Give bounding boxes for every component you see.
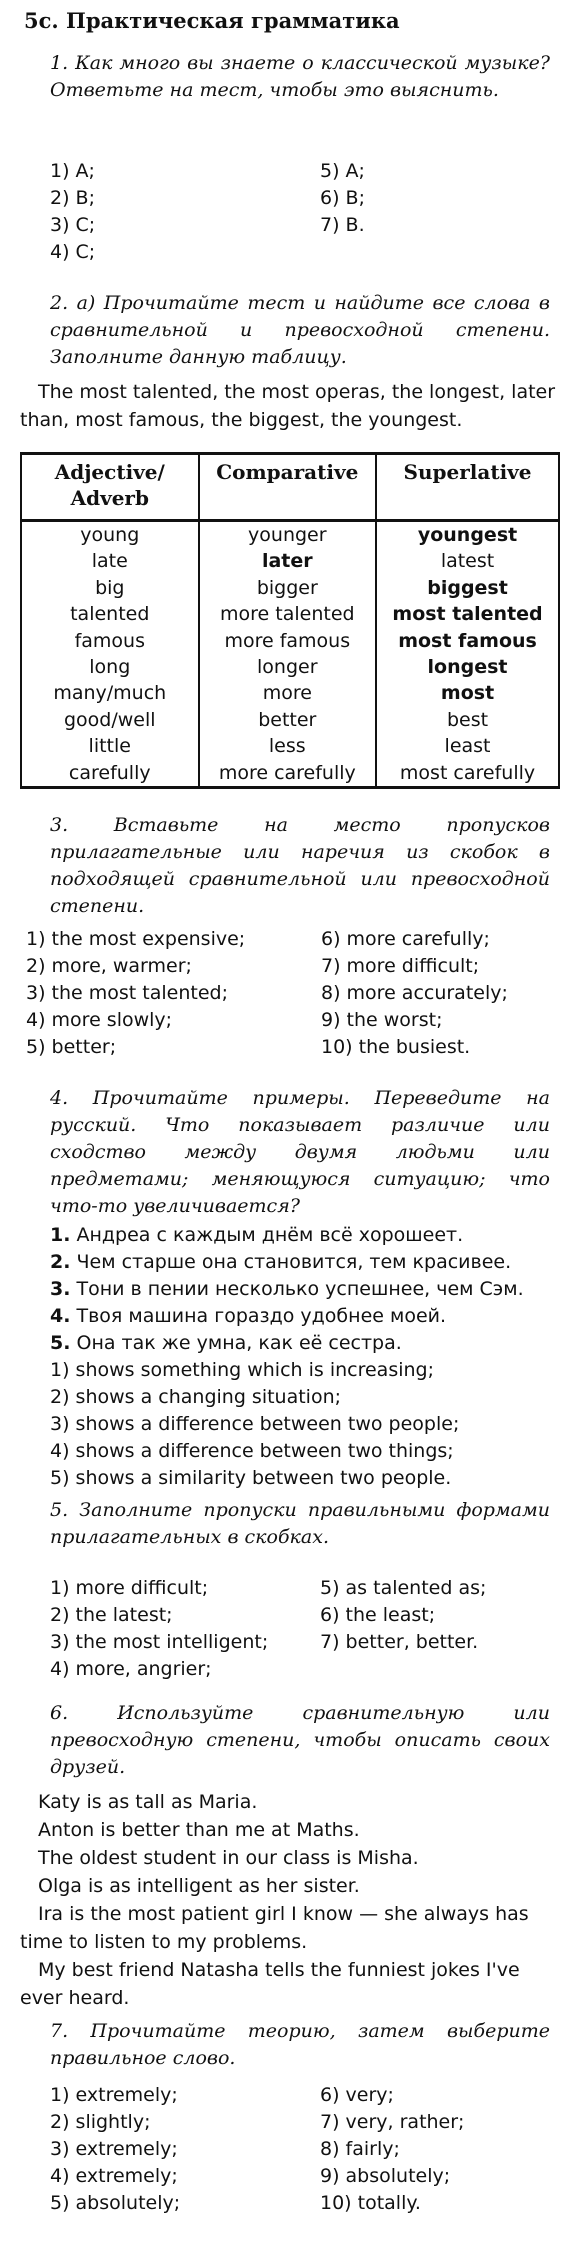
ex4-instruction: 4. Прочитайте примеры. Переведите на русский. Что показывает различие или сходство между двумя людьми или предметами; меняющуюся ситуацию; что что-то увеличивается? (50, 1087, 550, 1217)
table-cell: better (199, 707, 377, 733)
table-row (21, 601, 559, 627)
table-row (21, 548, 559, 574)
answer-item: 1) shows something which is increasing; (50, 1359, 434, 1381)
table-row (21, 628, 559, 654)
column-header: Superlative (376, 454, 559, 521)
answer-item: 2) shows a changing situation; (50, 1386, 342, 1408)
table-cell: best (376, 707, 559, 733)
sentence: The oldest student in our class is Misha. (38, 1847, 419, 1869)
table-cell: most talented (376, 601, 559, 627)
table-cell: famous (21, 628, 199, 654)
ex2-text: The most talented, the most operas, the longest, later than, most famous, the biggest, the youngest. (20, 381, 556, 431)
answer-item: 4) extremely; (50, 2165, 178, 2187)
table-cell: most famous (376, 628, 559, 654)
table-row (21, 654, 559, 680)
translation-line: 2. Чем старше она становится, тем красивее. (50, 1251, 512, 1273)
answer-item: 2) slightly; (50, 2111, 151, 2133)
answer-item: 3) extremely; (50, 2138, 178, 2160)
table-cell: carefully (21, 760, 199, 788)
table-row (21, 575, 559, 601)
answer-item: 10) the busiest. (321, 1036, 471, 1058)
table-cell: good/well (21, 707, 199, 733)
table-cell: more famous (199, 628, 377, 654)
table-cell: young (21, 521, 199, 549)
translation-line: 1. Андреа с каждым днём всё хорошеет. (50, 1224, 464, 1246)
answer-item: 3) shows a difference between two people; (50, 1413, 460, 1435)
answer-item: 5) as talented as; (320, 1577, 487, 1599)
answer-item: 7) better, better. (320, 1631, 479, 1653)
answer-item: 4) more slowly; (26, 1009, 173, 1031)
ex3-instruction: 3. Вставьте на место пропусков прилагательные или наречия из скобок в подходящей сравнительной или превосходной степени. (50, 814, 550, 917)
table-cell: latest (376, 548, 559, 574)
ex5-right-column (320, 1575, 486, 1656)
answer-item: 8) more accurately; (321, 982, 508, 1004)
table-cell: more talented (199, 601, 377, 627)
answer-item: 1) the most expensive; (26, 928, 246, 950)
ex3-right-column (321, 926, 508, 1061)
table-body (21, 521, 559, 788)
ex1-right-column (320, 158, 365, 239)
table-row (21, 733, 559, 759)
answer-item: 3) the most intelligent; (50, 1631, 269, 1653)
table-cell: least (376, 733, 559, 759)
translation-line: 5. Она так же умна, как её сестра. (50, 1332, 402, 1354)
table-cell: younger (199, 521, 377, 549)
answer-item: 6) B; (320, 187, 365, 209)
ex7-instruction: 7. Прочитайте теорию, затем выберите правильное слово. (50, 2020, 550, 2069)
table-cell: most (376, 680, 559, 706)
answer-item: 7) B. (320, 214, 365, 236)
answer-item: 6) very; (320, 2084, 394, 2106)
sentence: Olga is as intelligent as her sister. (38, 1875, 360, 1897)
table-cell: more carefully (199, 760, 377, 788)
ex6-instruction: 6. Используйте сравнительную или превосходную степени, чтобы описать своих друзей. (50, 1702, 550, 1778)
table-cell: more (199, 680, 377, 706)
answer-item: 9) absolutely; (320, 2165, 451, 2187)
sentence: Anton is better than me at Maths. (38, 1819, 360, 1841)
table-cell: biggest (376, 575, 559, 601)
answer-item: 3) the most talented; (26, 982, 228, 1004)
answer-item: 8) fairly; (320, 2138, 400, 2160)
answer-item: 5) better; (26, 1036, 117, 1058)
page-title: 5с. Практическая грамматика (24, 8, 400, 33)
table-cell: bigger (199, 575, 377, 601)
sentence: Katy is as tall as Maria. (38, 1791, 258, 1813)
answer-item: 7) more difficult; (321, 955, 480, 977)
answer-item: 5) shows a similarity between two people. (50, 1467, 452, 1489)
answer-item: 2) B; (50, 187, 95, 209)
answer-item: 2) the latest; (50, 1604, 173, 1626)
ex3-left-column (26, 926, 245, 1061)
table-cell: most carefully (376, 760, 559, 788)
answer-item: 1) A; (50, 160, 95, 182)
answer-item: 4) shows a difference between two things; (50, 1440, 454, 1462)
answer-item: 1) extremely; (50, 2084, 178, 2106)
sentence: Ira is the most patient girl I know — she always has time to listen to my problems. (20, 1903, 529, 1953)
table-row (21, 521, 559, 549)
sentence: My best friend Natasha tells the funniest jokes I've ever heard. (20, 1959, 520, 2009)
table-cell: less (199, 733, 377, 759)
ex4-translations (50, 1222, 524, 1492)
table-cell: many/much (21, 680, 199, 706)
ex2-instruction: 2. а) Прочитайте тест и найдите все слова в сравнительной и превосходной степени. Заполните данную таблицу. (50, 292, 550, 368)
column-header: Comparative (199, 454, 377, 521)
answer-item: 6) the least; (320, 1604, 436, 1626)
answer-item: 5) A; (320, 160, 365, 182)
table-cell: big (21, 575, 199, 601)
table-cell: talented (21, 601, 199, 627)
answer-item: 10) totally. (320, 2192, 421, 2214)
answer-item: 4) C; (50, 241, 96, 263)
answer-item: 1) more difficult; (50, 1577, 209, 1599)
table-row (21, 707, 559, 733)
ex5-left-column (50, 1575, 268, 1683)
ex1-left-column (50, 158, 95, 266)
table-header-row (21, 454, 559, 521)
table-cell: longest (376, 654, 559, 680)
table-row (21, 680, 559, 706)
answer-item: 9) the worst; (321, 1009, 443, 1031)
answer-item: 4) more, angrier; (50, 1658, 212, 1680)
ex1-instruction: 1. Как много вы знаете о классической музыке? Ответьте на тест, чтобы это выяснить. (50, 52, 550, 101)
comparison-table (20, 452, 560, 789)
translation-line: 4. Твоя машина гораздо удобнее моей. (50, 1305, 447, 1327)
ex7-right-column (320, 2082, 464, 2217)
column-header: Adjective/ Adverb (21, 454, 199, 521)
table-cell: later (199, 548, 377, 574)
ex5-instruction: 5. Заполните пропуски правильными формами прилагательных в скобках. (50, 1499, 550, 1548)
table-cell: long (21, 654, 199, 680)
ex6-sentences (20, 1788, 560, 2012)
answer-item: 7) very, rather; (320, 2111, 465, 2133)
ex7-left-column (50, 2082, 180, 2217)
table-cell: late (21, 548, 199, 574)
table-row (21, 760, 559, 788)
answer-item: 6) more carefully; (321, 928, 490, 950)
table-cell: little (21, 733, 199, 759)
table-cell: youngest (376, 521, 559, 549)
translation-line: 3. Тони в пении несколько успешнее, чем Сэм. (50, 1278, 524, 1300)
answer-item: 5) absolutely; (50, 2192, 181, 2214)
table-cell: longer (199, 654, 377, 680)
answer-item: 2) more, warmer; (26, 955, 192, 977)
answer-item: 3) C; (50, 214, 96, 236)
